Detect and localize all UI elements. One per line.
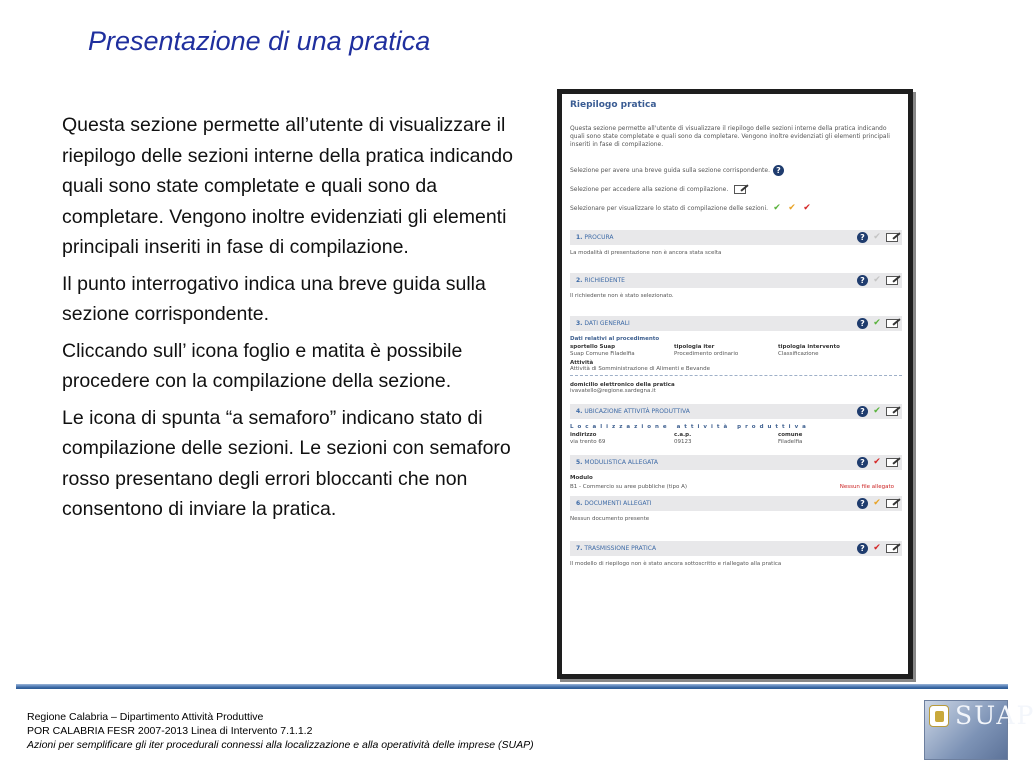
section-label[interactable]: PROCURA <box>584 233 614 241</box>
tipologia-iter-value: Procedimento ordinario <box>674 350 739 357</box>
section-modulistica <box>570 455 902 470</box>
dashed-divider <box>570 375 902 376</box>
question-icon[interactable]: ? <box>773 165 784 176</box>
region-seal-icon <box>929 705 949 727</box>
legend-status-row <box>570 202 902 215</box>
question-icon[interactable]: ? <box>857 406 868 417</box>
modulo-value: B1 - Commercio su aree pubbliche (tipo A) <box>570 483 687 490</box>
edit-sheet-icon[interactable] <box>734 185 746 194</box>
check-green-icon: ✔ <box>873 406 881 417</box>
sportello-key: sportello Suap <box>570 343 616 350</box>
question-icon[interactable]: ? <box>857 457 868 468</box>
section-trasmissione <box>570 541 902 556</box>
legend-edit-row <box>570 183 902 196</box>
indirizzo-value: via trento 69 <box>570 438 606 445</box>
dati-generali-details <box>570 331 902 394</box>
section-richiedente <box>570 273 902 288</box>
tipologia-intervento-value: Classificazione <box>778 350 819 357</box>
riepilogo-panel <box>562 94 908 674</box>
check-green-icon: ✔ <box>773 203 781 214</box>
check-red-icon: ✔ <box>873 457 881 468</box>
sportello-value: Suap Comune Filadelfia <box>570 350 635 357</box>
edit-sheet-icon[interactable] <box>886 233 898 242</box>
section-note: Il richiedente non è stato selezionato. <box>570 292 674 299</box>
footer-line-2: POR CALABRIA FESR 2007-2013 Linea di Intervento 7.1.1.2 <box>27 725 313 737</box>
legend-status-text: Selezionare per visualizzare lo stato di compilazione delle sezioni. <box>570 204 769 212</box>
question-icon[interactable]: ? <box>857 275 868 286</box>
paragraph-help-icon: Il punto interrogativo indica una breve guida sulla sezione corrispondente. <box>62 272 486 325</box>
section-note: Nessun documento presente <box>570 515 650 522</box>
modulo-key: Modulo <box>570 474 593 481</box>
modulistica-details <box>570 470 902 490</box>
panel-intro: Questa sezione permette all'utente di visualizzare il riepilogo delle sezioni interne della pratica indicando quali sono state completate e quali sono da completare. Vengono inoltre evidenziati gli elementi principali inseriti in fase di compilazione. <box>570 125 890 149</box>
section-number: 2. <box>576 276 583 284</box>
domicilio-value: ivavatello@regione.sardegna.it <box>570 387 656 394</box>
paragraph-intro: Questa sezione permette all’utente di visualizzare il riepilogo delle sezioni interne della pratica indicando quali sono state completate e quali sono da completare. Vengono inoltre evidenziati gli elementi principali inseriti in fase di compilazione. <box>62 114 513 258</box>
section-note: La modalità di presentazione non è ancora stata scelta <box>570 249 722 256</box>
tipologia-intervento-key: tipologia intervento <box>778 343 840 350</box>
check-orange-icon: ✔ <box>873 498 881 509</box>
question-icon[interactable]: ? <box>857 498 868 509</box>
footer-divider <box>16 684 1008 689</box>
legend-help-row <box>570 164 902 177</box>
domicilio-key: domicilio elettronico della pratica <box>570 381 675 388</box>
suap-logo <box>924 700 1035 760</box>
slide-body-text <box>62 110 522 531</box>
check-gray-icon: ✔ <box>873 232 881 243</box>
section-label[interactable]: UBICAZIONE ATTIVITÀ PRODUTTIVA <box>584 407 690 415</box>
edit-sheet-icon[interactable] <box>886 276 898 285</box>
cap-key: c.a.p. <box>674 431 692 438</box>
edit-sheet-icon[interactable] <box>886 544 898 553</box>
section-number: 7. <box>576 544 583 552</box>
footer-line-1: Regione Calabria – Dipartimento Attività Produttive <box>27 711 264 723</box>
missing-file-warning: Nessun file allegato <box>839 483 894 490</box>
comune-value: Filadelfia <box>778 438 803 445</box>
section-label[interactable]: TRASMISSIONE PRATICA <box>584 544 657 552</box>
section-documenti <box>570 496 902 511</box>
footer <box>27 710 534 752</box>
section-ubicazione <box>570 404 902 419</box>
attivita-value: Attività di Somministrazione di Alimenti e Bevande <box>570 365 711 372</box>
tipologia-iter-key: tipologia iter <box>674 343 715 350</box>
section-number: 3. <box>576 319 583 327</box>
section-label[interactable]: DATI GENERALI <box>584 319 630 327</box>
paragraph-edit-icon: Cliccando sull’ icona foglio e matita è possibile procedere con la compilazione della sezione. <box>62 339 463 392</box>
cap-value: 09123 <box>674 438 692 445</box>
legend-edit-text: Selezione per accedere alla sezione di compilazione. <box>570 185 729 193</box>
question-icon[interactable]: ? <box>857 232 868 243</box>
section-label[interactable]: RICHIEDENTE <box>584 276 625 284</box>
section-note: Il modello di riepilogo non è stato ancora sottoscritto e riallegato alla pratica <box>570 560 782 567</box>
screenshot-frame <box>557 89 913 679</box>
indirizzo-key: indirizzo <box>570 431 597 438</box>
section-number: 4. <box>576 407 583 415</box>
comune-key: comune <box>778 431 803 438</box>
attivita-key: Attività <box>570 359 594 366</box>
question-icon[interactable]: ? <box>857 543 868 554</box>
panel-title: Riepilogo pratica <box>570 100 657 110</box>
paragraph-status-icons: Le icona di spunta “a semaforo” indicano stato di compilazione delle sezioni. Le sezioni con semaforo rosso presentano degli errori bloccanti che non consentono di inviare la pratica. <box>62 406 511 520</box>
question-icon[interactable]: ? <box>857 318 868 329</box>
edit-sheet-icon[interactable] <box>886 319 898 328</box>
check-orange-icon: ✔ <box>788 203 796 214</box>
edit-sheet-icon[interactable] <box>886 458 898 467</box>
dati-heading: Dati relativi al procedimento <box>570 335 660 342</box>
section-procura <box>570 230 902 245</box>
ubicazione-details <box>570 419 902 445</box>
section-label[interactable]: DOCUMENTI ALLEGATI <box>584 499 652 507</box>
section-number: 6. <box>576 499 583 507</box>
edit-sheet-icon[interactable] <box>886 407 898 416</box>
section-number: 1. <box>576 233 583 241</box>
localizzazione-heading: Localizzazione attività produttiva <box>570 423 810 430</box>
check-red-icon: ✔ <box>873 543 881 554</box>
section-label[interactable]: MODULISTICA ALLEGATA <box>584 458 659 466</box>
edit-sheet-icon[interactable] <box>886 499 898 508</box>
legend-help-text: Selezione per avere una breve guida sulla sezione corrispondente. <box>570 166 770 174</box>
section-number: 5. <box>576 458 583 466</box>
footer-line-3: Azioni per semplificare gli iter procedurali connessi alla localizzazione e alla operatività delle imprese (SUAP) <box>27 739 534 751</box>
section-dati-generali <box>570 316 902 331</box>
logo-text: SUAP <box>955 701 1035 730</box>
check-red-icon: ✔ <box>803 203 811 214</box>
check-gray-icon: ✔ <box>873 275 881 286</box>
check-green-icon: ✔ <box>873 318 881 329</box>
slide-title: Presentazione di una pratica <box>88 26 431 56</box>
